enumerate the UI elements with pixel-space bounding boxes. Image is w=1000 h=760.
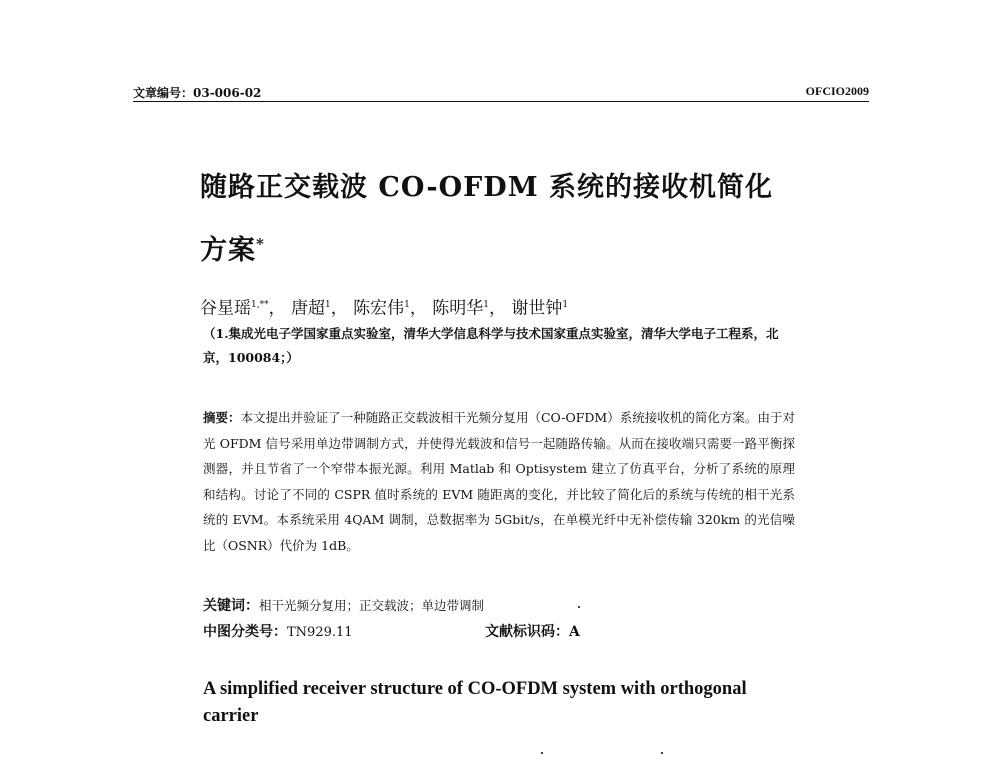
author-name: 陈宏伟 [353, 298, 405, 319]
author-affil-mark: 1 [404, 300, 410, 310]
scan-speck [578, 606, 580, 608]
paper-title-text: 随路正交载波 CO-OFDM 系统的接收机简化方案 [200, 172, 773, 266]
author-name: 谷星瑶 [200, 298, 251, 319]
author-affil-mark: 1 [562, 300, 569, 310]
author-affil-mark: 1 [325, 300, 331, 310]
clc-label: 中图分类号： [203, 624, 287, 640]
author-list: 谷星瑶$^{1,**}$， 唐超$^1$， 陈宏伟$^1$， 陈明华$^1$， 谢世钟$^1$ [200, 298, 569, 319]
doc-code-value: A [569, 624, 580, 640]
keywords-text: 相干光频分复用；正交载波；单边带调制 [259, 598, 485, 613]
author-affil-mark: 1,** [251, 300, 269, 310]
title-footnote-mark: * [256, 235, 265, 253]
author-name: 陈明华 [432, 298, 484, 319]
conference-code: OFCIO2009 [805, 84, 869, 98]
affiliation: （1.集成光电子学国家重点实验室，清华大学信息科学与技术国家重点实验室，清华大学电子工程系，北京，100084；） [203, 326, 779, 365]
clc-value: TN929.11 [287, 625, 353, 640]
scan-speck [661, 752, 663, 754]
abstract-label: 摘要： [203, 410, 241, 425]
abstract-text: 本文提出并验证了一种随路正交载波相干光频分复用（CO-OFDM）系统接收机的简化方案。由于对光 OFDM 信号采用单边带调制方式，并使得光载波和信号一起随路传输。从而在接收端只需要一路平衡探测器，并且节省了一个窄带本振光源。利用 Matlab 和 Optisystem 建立了仿真平台，分析了系统的原理和结构。讨论了不同的 CSPR 值时系统的 EVM 随距离的变化，并比较了简化后的系统与传统的相干光系统的 EVM。本系统采用 4QAM 调制，总数据率为 5Gbit/s，在单模光纤中无补偿传输 320km 的光信噪比（OSNR）代价为 1dB。 [203, 410, 795, 553]
author-name: 谢世钟 [511, 298, 563, 319]
keywords-label: 关键词： [203, 598, 259, 614]
scan-speck [541, 752, 543, 754]
author-affil-mark: 1 [483, 300, 490, 310]
article-number: 文章编号：03-006-02 [133, 86, 262, 100]
author-name: 唐超 [291, 298, 325, 319]
doc-code-label: 文献标识码： [485, 624, 569, 640]
english-title: A simplified receiver structure of CO-OFDM system with orthogonal carrier [203, 679, 747, 726]
